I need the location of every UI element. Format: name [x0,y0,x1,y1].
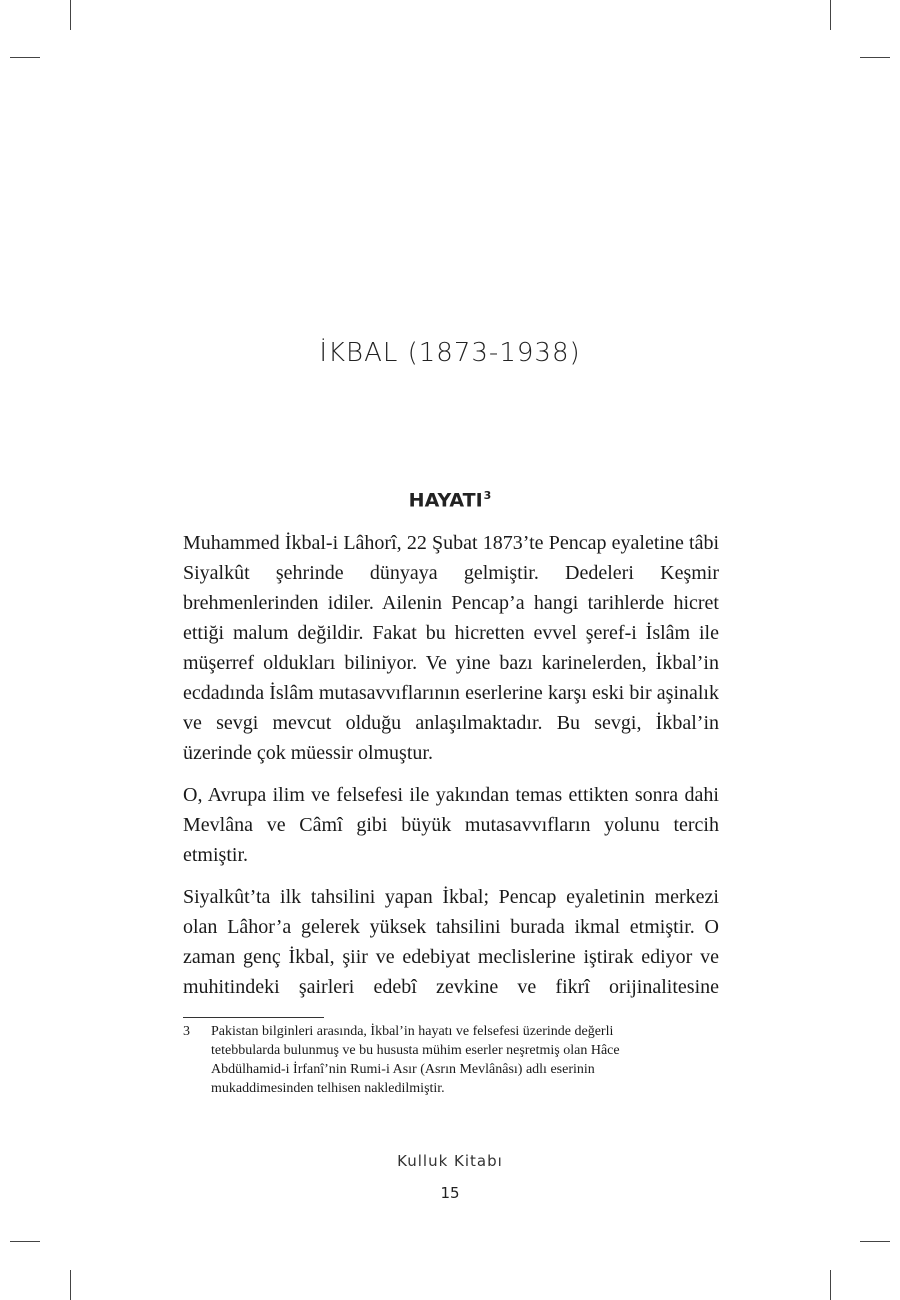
page-number: 15 [440,1184,460,1202]
crop-mark [830,1270,831,1300]
crop-mark [70,0,71,30]
footnote-divider [183,1017,324,1018]
crop-mark [10,1241,40,1242]
crop-mark [860,1241,890,1242]
paragraph: Siyalkût’ta ilk tahsilini yapan İkbal; Pencap eyaletinin merkezi olan Lâhor’a gelerek yüksek tahsilini burada ikmal etmiştir. O zaman genç İkbal, şiir ve edebiyat meclislerine iştirak ediyor ve muhitindeki şairleri edebî zevkine ve fikrî orijinalitesine [183,886,719,998]
paragraph: O, Avrupa ilim ve felsefesi ile yakından temas ettikten sonra dahi Mevlâna ve Câmî gibi büyük mutasavvıfların yolunu tercih etmiştir. [183,784,719,866]
footnote [183,1022,683,1098]
crop-mark [830,0,831,30]
section-heading [0,489,900,511]
section-heading-text: HAYATI [408,489,483,512]
crop-mark [860,57,890,58]
crop-mark [70,1270,71,1300]
paragraph: Muhammed İkbal-i Lâhorî, 22 Şubat 1873’te Pencap eyaletine tâbi Siyalkût şehrinde dünyaya gelmiştir. Dedeleri Keşmir brehmenlerinden idiler. Ailenin Pencap’a hangi tarihlerde hicret ettiği malum değildir. Fakat bu hicretten evvel şeref-i İslâm ile müşerref oldukları biliniyor. Ve yine bazı karinelerden, İkbal’in ecdadında İslâm mutasavvıflarının eserlerine karşı eski bir aşinalık ve sevgi mevcut olduğu anlaşılmaktadır. Bu sevgi, İkbal’in üzerinde çok müessir olmuştur. [183,532,719,764]
footnote-text: Pakistan bilginleri arasında, İkbal’in hayatı ve felsefesi üzerinde değerli tetebbularda bulunmuş ve bu hususta mühim eserler neşretmiş olan Hâce Abdülhamid-i İrfanî’nin Rumi-i Asır (Asrın Mevlânâsı) adlı eserinin mukaddimesinden telhisen nakledilmiştir. [211,1024,620,1096]
running-footer: Kulluk Kitabı [397,1152,503,1170]
body-text [183,528,719,1014]
crop-mark [10,57,40,58]
footnote-reference[interactable]: 3 [483,489,492,502]
chapter-title: İKBAL (1873-1938) [319,338,581,368]
footnote-number: 3 [183,1024,190,1039]
